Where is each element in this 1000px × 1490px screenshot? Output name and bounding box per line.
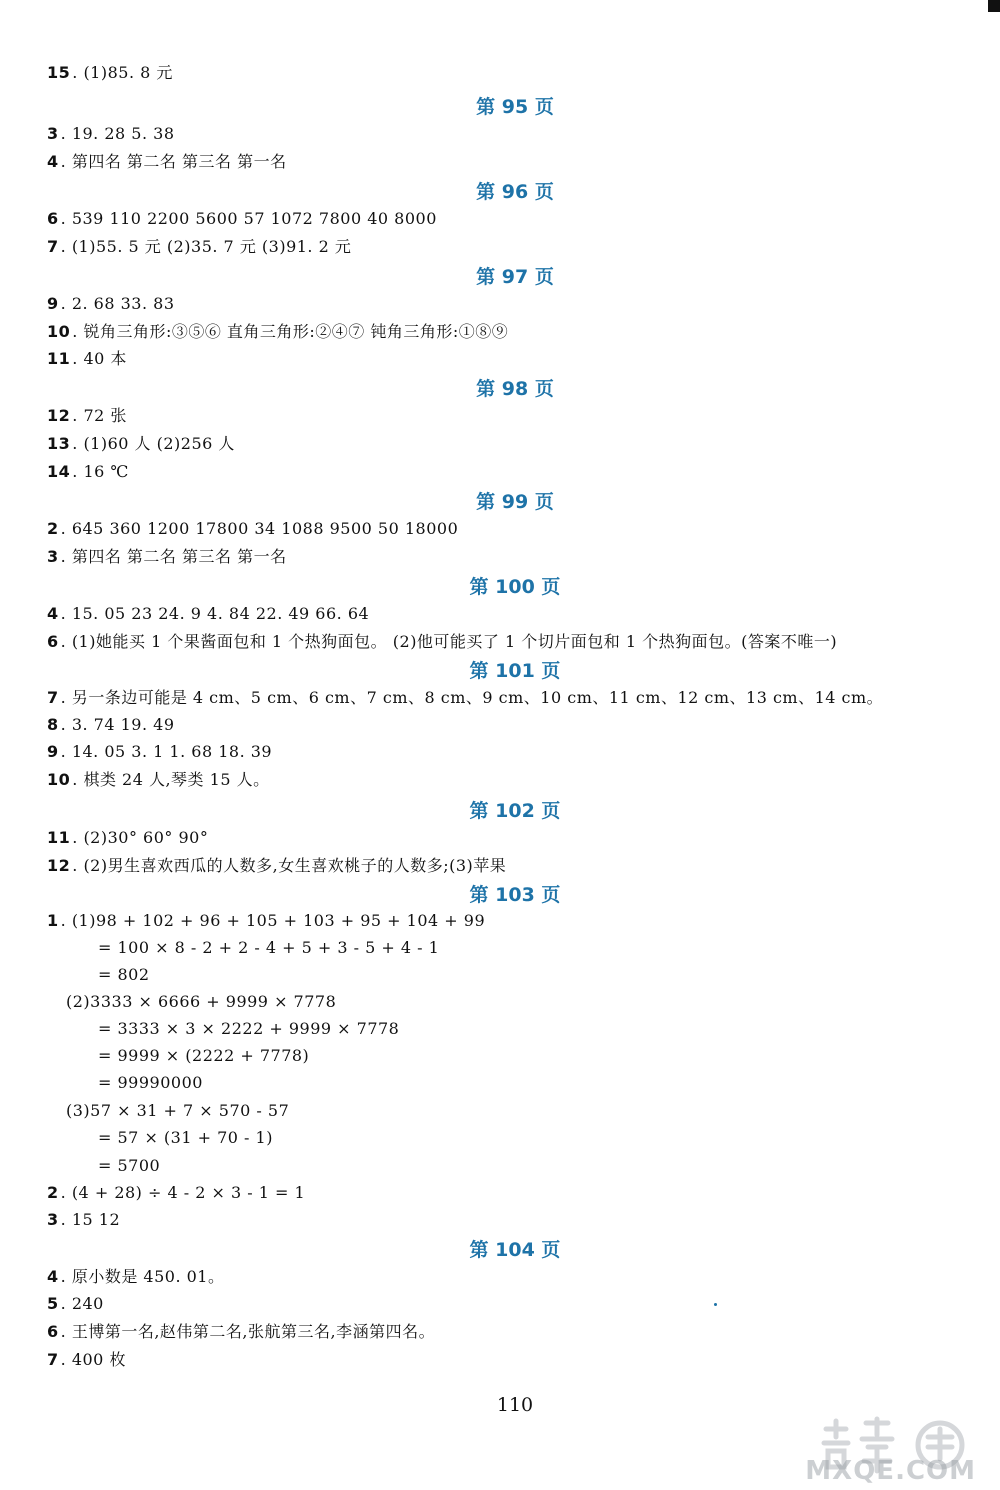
answer-line: 2 . (4 + 28) ÷ 4 - 2 × 3 - 1 = 1: [47, 1183, 306, 1202]
answer-line: 3 . 15 12: [47, 1210, 121, 1229]
watermark-text: MXQE.COM: [805, 1456, 976, 1486]
answer-line: 10 . 棋类 24 人,琴类 15 人。: [47, 770, 270, 789]
answer-line: 12 . (2)男生喜欢西瓜的人数多,女生喜欢桃子的人数多;(3)苹果: [47, 856, 507, 875]
answer-line: 7 . (1)55. 5 元 (2)35. 7 元 (3)91. 2 元: [47, 237, 352, 256]
equation-line: = 99990000: [98, 1073, 203, 1092]
answer-line: 10 . 锐角三角形:③⑤⑥ 直角三角形:②④⑦ 钝角三角形:①⑧⑨: [47, 322, 509, 341]
answer-line: 6 . 王博第一名,赵伟第二名,张航第三名,李涵第四名。: [47, 1322, 436, 1341]
answer-line: 3 . 第四名 第二名 第三名 第一名: [47, 547, 287, 566]
answer-line: 9 . 14. 05 3. 1 1. 68 18. 39: [47, 742, 273, 761]
section-heading: 第 103 页: [469, 884, 561, 906]
section-heading: 第 104 页: [469, 1239, 561, 1261]
answer-line: 8 . 3. 74 19. 49: [47, 715, 175, 734]
answer-line: 6 . 539 110 2200 5600 57 1072 7800 40 8000: [47, 209, 437, 228]
answer-line: 3 . 19. 28 5. 38: [47, 124, 175, 143]
section-heading: 第 100 页: [469, 576, 561, 598]
answer-line: 4 . 15. 05 23 24. 9 4. 84 22. 49 66. 64: [47, 604, 370, 623]
equation-line: (2)3333 × 6666 + 9999 × 7778: [66, 992, 337, 1011]
answer-line: 6 . (1)她能买 1 个果酱面包和 1 个热狗面包。 (2)他可能买了 1 个切片面包和 1 个热狗面包。(答案不唯一): [47, 632, 838, 651]
stray-dot: [714, 1303, 717, 1306]
equation-line: = 3333 × 3 × 2222 + 9999 × 7778: [98, 1019, 400, 1038]
equation-line: = 9999 × (2222 + 7778): [98, 1046, 310, 1065]
equation-line: = 57 × (31 + 70 - 1): [98, 1128, 273, 1147]
answer-line: 4 . 第四名 第二名 第三名 第一名: [47, 152, 287, 171]
corner-mark: [988, 0, 1000, 12]
answer-line: 5 . 240: [47, 1294, 104, 1313]
answer-line: 7 . 400 枚: [47, 1350, 126, 1369]
equation-line: = 5700: [98, 1156, 161, 1175]
section-heading: 第 97 页: [476, 266, 554, 288]
answer-line: 11 . 40 本: [47, 349, 127, 368]
answer-line: 11 . (2)30° 60° 90°: [47, 828, 209, 847]
equation-line: (3)57 × 31 + 7 × 570 - 57: [66, 1101, 290, 1120]
answer-line: 7 . 另一条边可能是 4 cm、5 cm、6 cm、7 cm、8 cm、9 cm、10 cm、11 cm、12 cm、13 cm、14 cm。: [47, 688, 884, 707]
answer-line: 14 . 16 ℃: [47, 462, 129, 481]
equation-line: = 100 × 8 - 2 + 2 - 4 + 5 + 3 - 5 + 4 - 1: [98, 938, 440, 957]
section-heading: 第 95 页: [476, 96, 554, 118]
section-heading: 第 102 页: [469, 800, 561, 822]
answer-line: 13 . (1)60 人 (2)256 人: [47, 434, 235, 453]
answer-line: 12 . 72 张: [47, 406, 127, 425]
section-heading: 第 98 页: [476, 378, 554, 400]
answer-line: 9 . 2. 68 33. 83: [47, 294, 175, 313]
section-heading: 第 96 页: [476, 181, 554, 203]
section-heading: 第 99 页: [476, 491, 554, 513]
section-heading: 第 101 页: [469, 660, 561, 682]
page-number: 110: [496, 1394, 534, 1416]
equation-line: = 802: [98, 965, 150, 984]
answer-line: 2 . 645 360 1200 17800 34 1088 9500 50 18000: [47, 519, 459, 538]
answer-line: 15 . (1)85. 8 元: [47, 63, 173, 82]
answer-line: 1 . (1)98 + 102 + 96 + 105 + 103 + 95 + 104 + 99: [47, 911, 486, 930]
answer-line: 4 . 原小数是 450. 01。: [47, 1267, 225, 1286]
